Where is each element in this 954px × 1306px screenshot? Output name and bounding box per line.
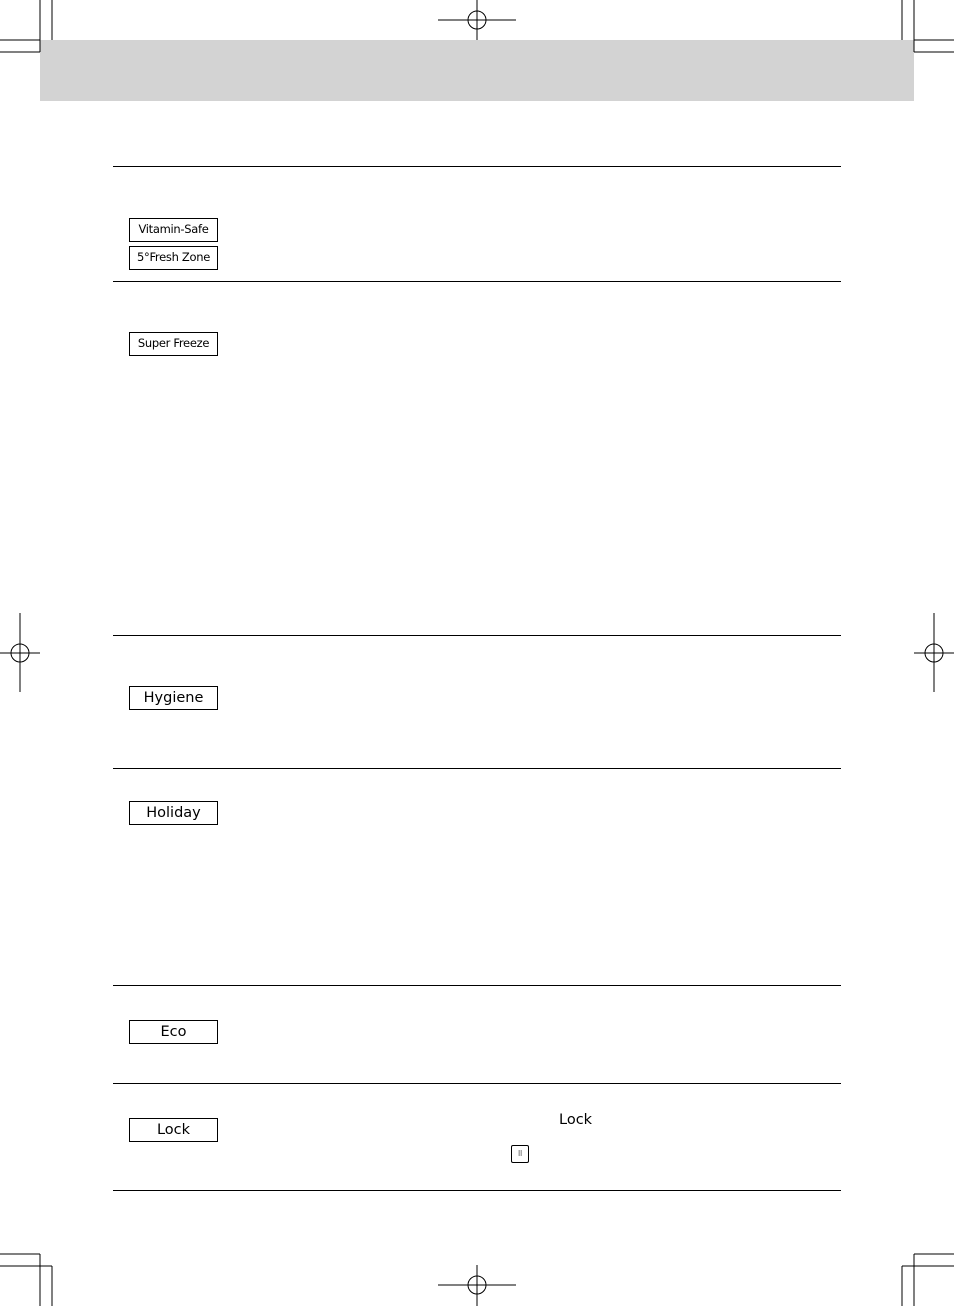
- registration-target-right: [914, 613, 954, 692]
- registration-target-bottom: [438, 1265, 516, 1306]
- section-divider: [113, 635, 841, 636]
- fresh-zone-label: 5°Fresh Zone: [129, 246, 218, 270]
- header-band: [40, 40, 914, 101]
- hygiene-label: Hygiene: [129, 686, 218, 710]
- super-freeze-label: Super Freeze: [129, 332, 218, 356]
- section-divider: [113, 1083, 841, 1084]
- section-divider: [113, 1190, 841, 1191]
- lock-inline-text: Lock: [559, 1112, 593, 1128]
- registration-target-top: [438, 0, 516, 40]
- crop-mark-bottom-left: [0, 1254, 52, 1306]
- eco-label: Eco: [129, 1020, 218, 1044]
- holiday-label: Holiday: [129, 801, 218, 825]
- section-divider: [113, 985, 841, 986]
- section-divider: [113, 281, 841, 282]
- registration-target-left: [0, 613, 40, 692]
- section-divider: [113, 768, 841, 769]
- crop-mark-bottom-right: [902, 1254, 954, 1306]
- section-divider: [113, 166, 841, 167]
- lock-label: Lock: [129, 1118, 218, 1142]
- keypad-icon: ⠿: [511, 1145, 529, 1163]
- vitamin-safe-label: Vitamin-Safe: [129, 218, 218, 242]
